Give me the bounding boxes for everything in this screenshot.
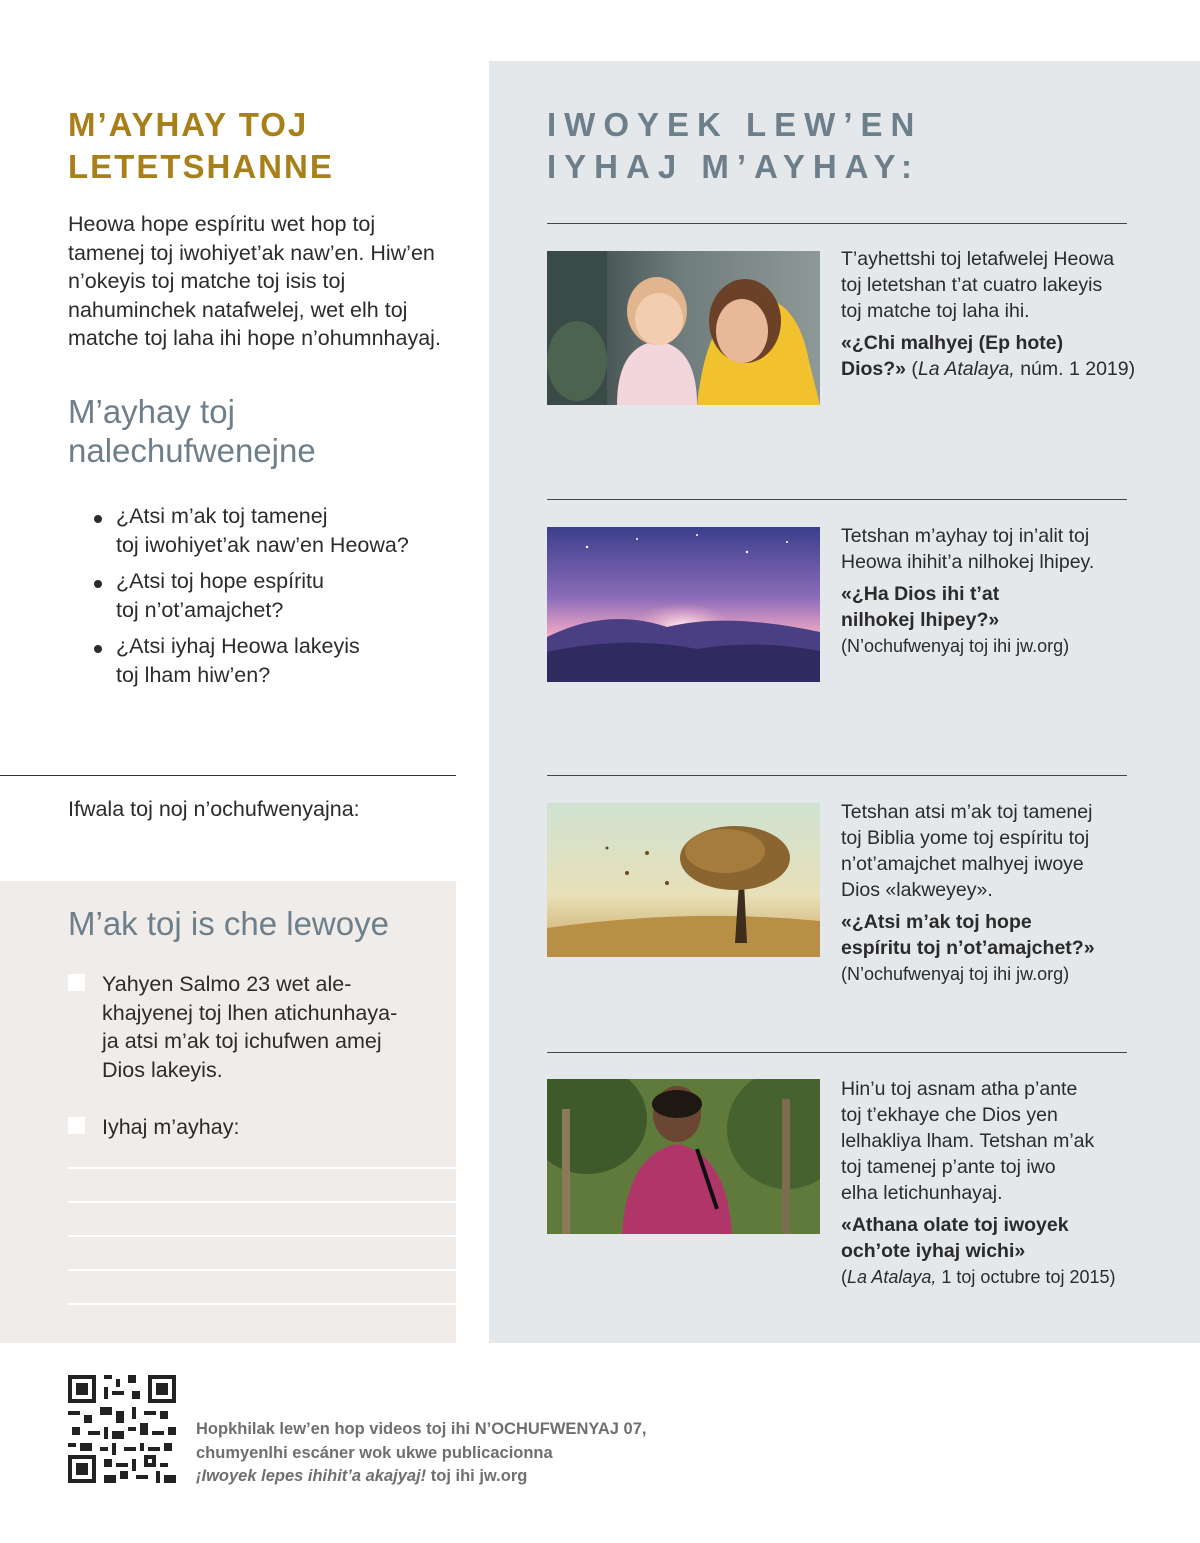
article-link[interactable]: «¿Atsi m’ak toj hope espíritu toj n’ot’amajchet?»	[841, 911, 1095, 959]
item-divider	[547, 223, 1127, 224]
title-line-2: LETETSHANNE	[68, 148, 334, 185]
qr-code-icon[interactable]	[68, 1375, 176, 1483]
article-source: (N’ochufwenyaj toj ihi jw.org)	[841, 964, 1070, 984]
write-line[interactable]	[68, 1235, 456, 1237]
write-line[interactable]	[68, 1303, 456, 1305]
question-list	[92, 502, 452, 697]
article-link[interactable]: «¿Ha Dios ihi t’at nilhokej lhipey?»	[841, 583, 1000, 631]
section-divider	[0, 775, 456, 776]
mother-child-photo[interactable]	[547, 251, 820, 405]
article-link[interactable]: «Athana olate toj iwoyek och’ote iyhaj wichi»	[841, 1214, 1069, 1262]
question-item: ¿Atsi toj hope espíritu toj n’ot’amajchet?	[92, 567, 452, 625]
discussion-heading: M’ayhay toj nalechufwenejne	[68, 393, 316, 469]
task-checkbox[interactable]	[68, 974, 85, 991]
windblown-tree-illustration[interactable]	[547, 803, 820, 957]
item-divider	[547, 775, 1127, 776]
article-source: (La Atalaya, 1 toj octubre toj 2015)	[841, 1267, 1116, 1287]
footer-note: Hopkhilak lew’en hop videos toj ihi N’OCHUFWENYAJ 07, chumyenlhi escáner wok ukwe publicacionna ¡Iwoyek lepes ihihit’a akajyaj! toj ihi jw.org	[196, 1420, 647, 1485]
task-text: Yahyen Salmo 23 wet ale- khajyenej toj lhen atichunhaya- ja atsi m’ak toj ichufwen amej Dios lakeyis.	[102, 972, 398, 1082]
activity-heading: M’ak toj is che lewoye	[68, 905, 389, 942]
question-item: ¿Atsi iyhaj Heowa lakeyis toj lham hiw’en?	[92, 632, 452, 690]
question-item: ¿Atsi m’ak toj tamenej toj iwohiyet’ak naw’en Heowa?	[92, 502, 452, 560]
man-portrait-photo[interactable]	[547, 1079, 820, 1234]
item-text	[841, 1076, 1141, 1290]
item-description: T’ayhettshi toj letafwelej Heowa toj letetshan t’at cuatro lakeyis toj matche toj laha ihi.	[841, 248, 1115, 322]
task-text: Iyhaj m’ayhay:	[102, 1115, 240, 1139]
item-text	[841, 523, 1141, 659]
write-line[interactable]	[68, 1269, 456, 1271]
related-heading: IWOYEK LEW’EN IYHAJ M’AYHAY:	[547, 106, 923, 185]
page-title	[68, 104, 334, 188]
item-description: Hin’u toj asnam atha p’ante toj t’ekhaye che Dios yen lelhakliya lham. Tetshan m’ak toj tamenej p’ante toj iwo elha letichunhayaj.	[841, 1078, 1095, 1204]
title-line-1: M’AYHAY TOJ	[68, 106, 309, 143]
activity-panel	[0, 881, 456, 1343]
item-description: Tetshan atsi m’ak toj tamenej toj Biblia yome toj espíritu toj n’ot’amajchet malhyej iwoye Dios «lakweyey».	[841, 801, 1093, 901]
article-source: (N’ochufwenyaj toj ihi jw.org)	[841, 636, 1070, 656]
task-checkbox[interactable]	[68, 1117, 85, 1134]
item-text	[841, 246, 1141, 382]
item-description: Tetshan m’ayhay toj in’alit toj Heowa ihihit’a nilhokej lhipey.	[841, 525, 1095, 573]
write-line[interactable]	[68, 1201, 456, 1203]
item-divider	[547, 499, 1127, 500]
notes-label: Ifwala toj noj n’ochufwenyajna:	[68, 797, 360, 821]
item-divider	[547, 1052, 1127, 1053]
item-text	[841, 799, 1141, 987]
article-link[interactable]: «¿Chi malhyej (Ep hote) Dios?» (La Atalaya, núm. 1 2019)	[841, 332, 1136, 380]
intro-paragraph: Heowa hope espíritu wet hop toj tamenej toj iwohiyet’ak naw’en. Hiw’en n’okeyis toj matche toj isis toj nahuminchek natafwelej, wet elh toj matche toj laha ihi hope n’ohumnhayaj.	[68, 212, 441, 350]
sunrise-sky-photo[interactable]	[547, 527, 820, 682]
write-line[interactable]	[68, 1167, 456, 1169]
